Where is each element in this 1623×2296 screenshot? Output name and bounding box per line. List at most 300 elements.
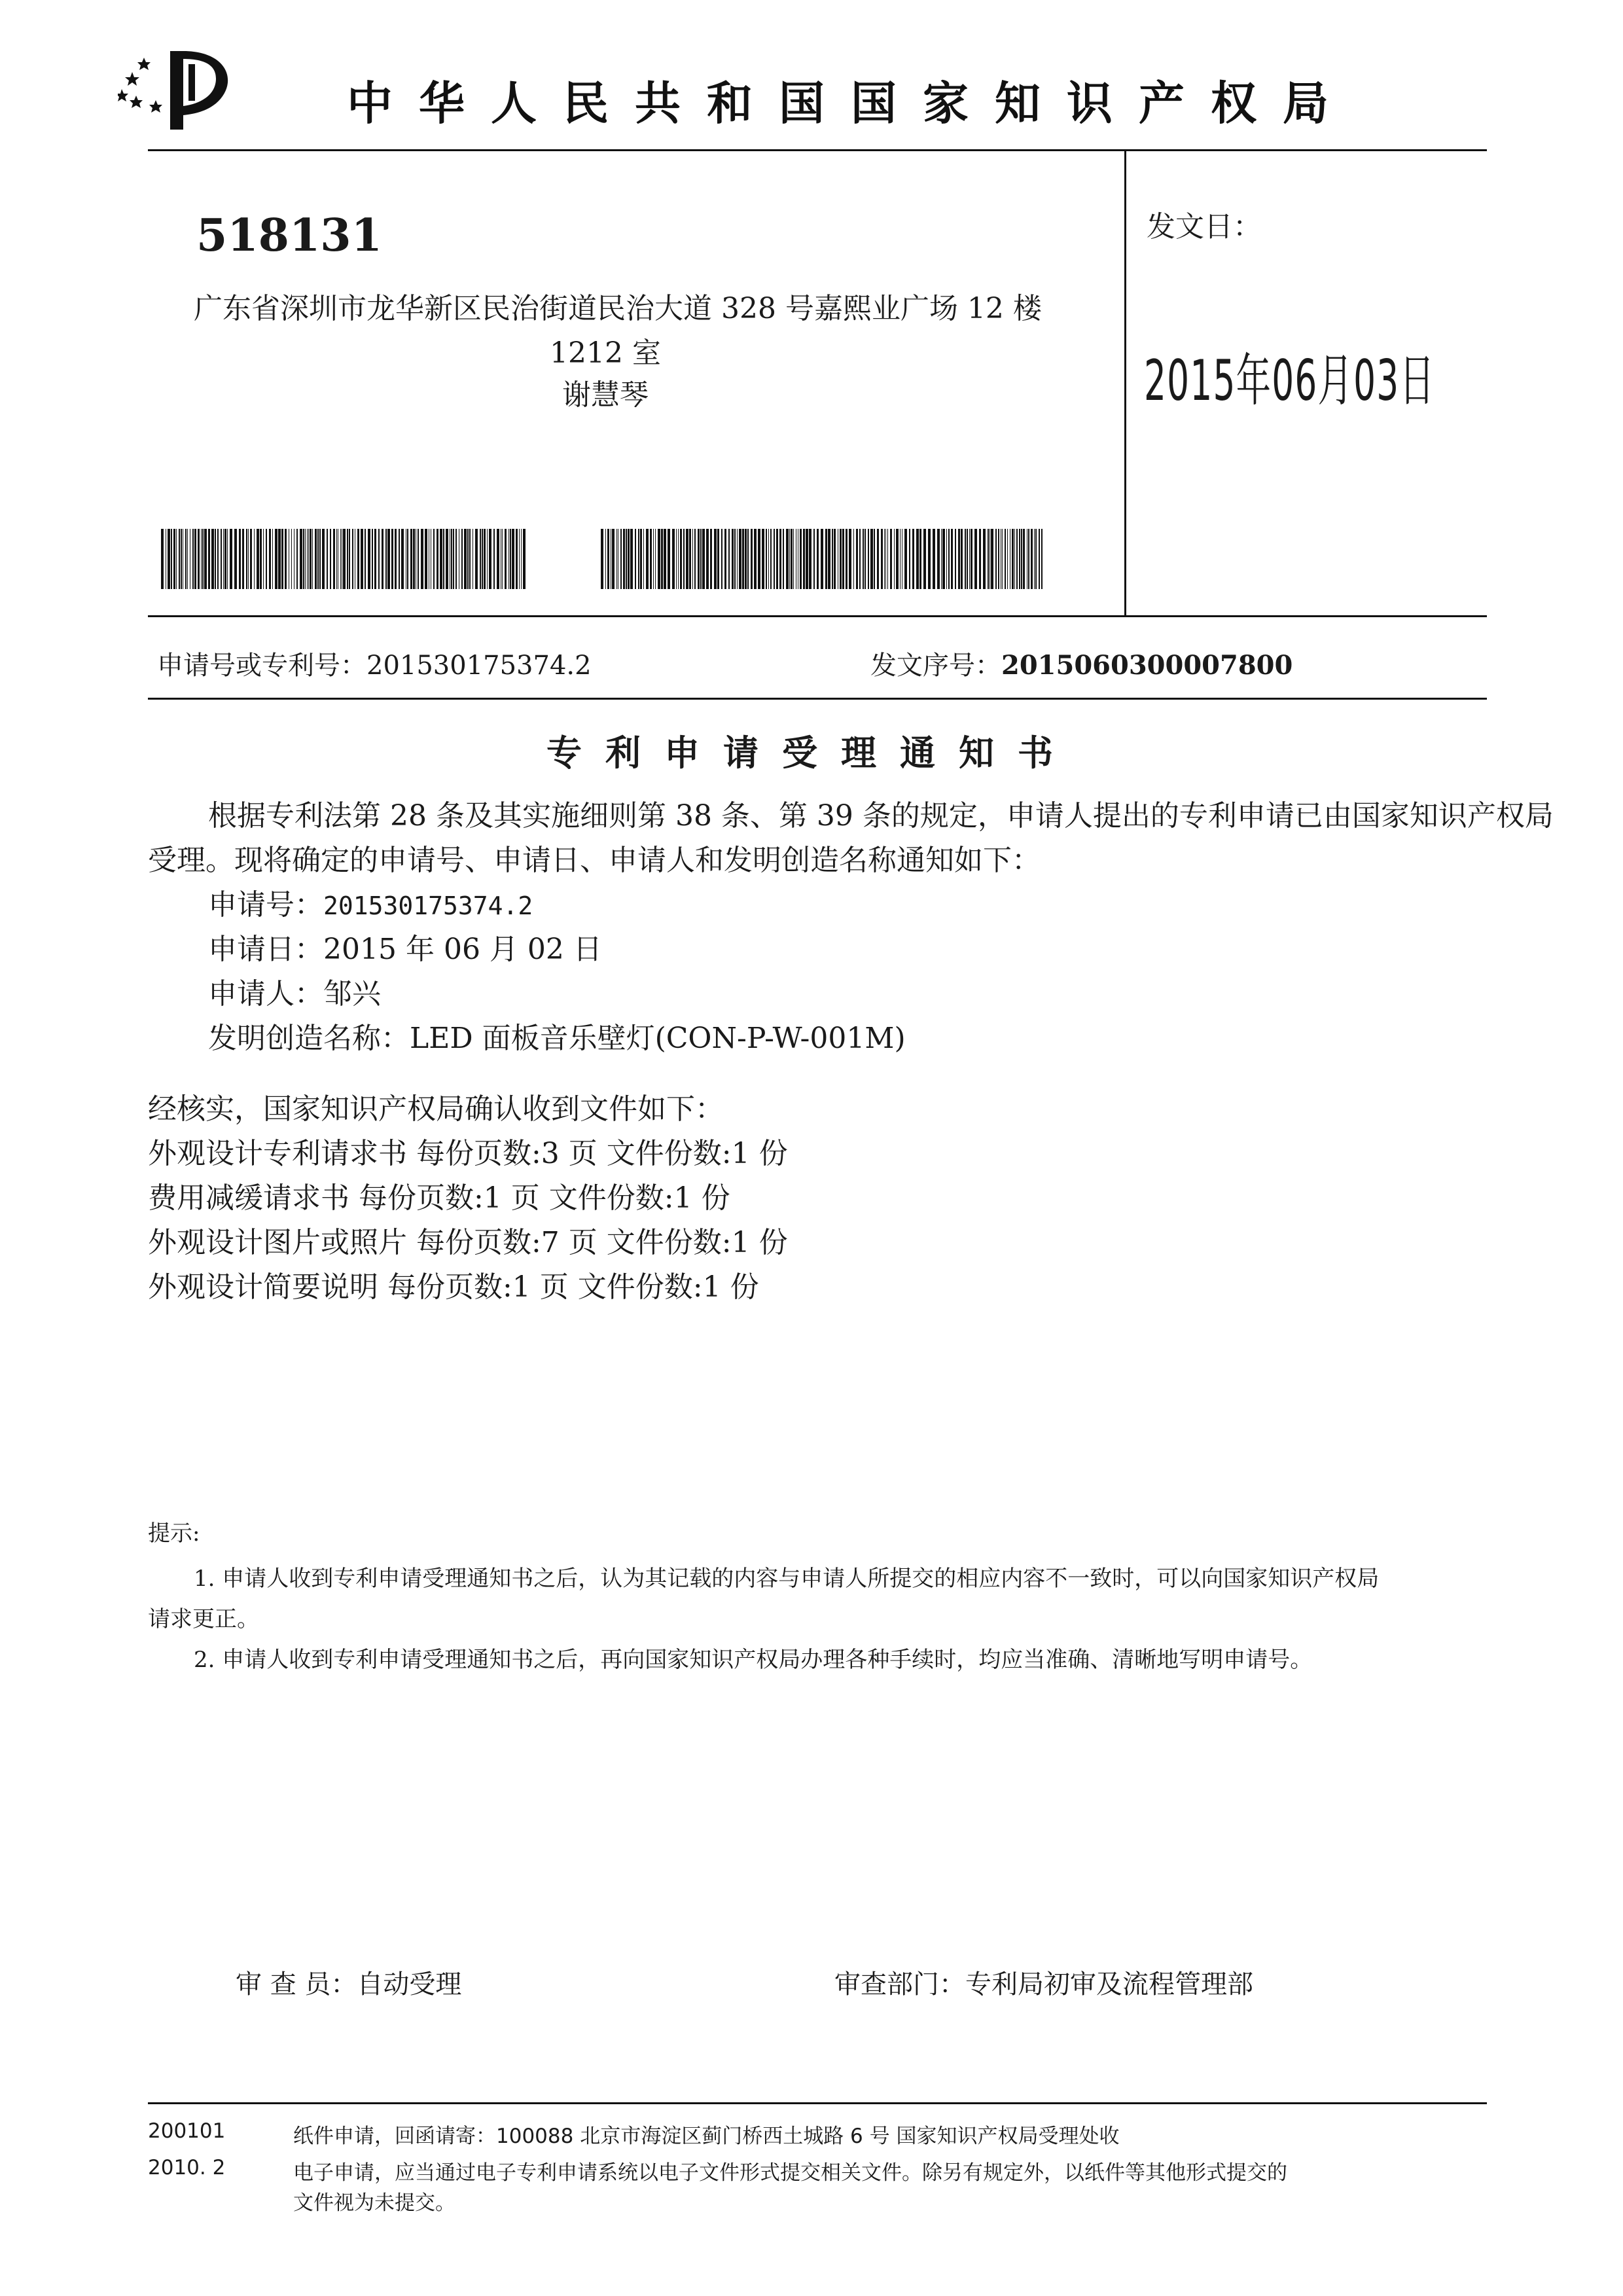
barcode-bar [870, 529, 873, 589]
barcode-bar [300, 529, 302, 589]
barcode-bar [357, 529, 359, 589]
barcode-bar [201, 529, 202, 589]
barcode-bar [865, 529, 866, 589]
barcode-bar [176, 529, 177, 589]
barcode-bar [710, 529, 712, 589]
barcode-bar [291, 529, 292, 589]
barcode-bar [800, 529, 802, 589]
barcode-bar [803, 529, 805, 589]
barcode-bar [322, 529, 325, 589]
field-label: 申请人： [208, 977, 323, 1011]
barcode-bar [480, 529, 481, 589]
barcode-bar [285, 529, 287, 589]
field-value: LED 面板音乐壁灯(CON-P-W-001M) [410, 1022, 906, 1055]
form-version: 2010. 2 [148, 2156, 226, 2179]
barcode-bar [988, 529, 989, 589]
barcode-bar [512, 529, 514, 589]
barcode-bar [239, 529, 241, 589]
barcode-bar [626, 529, 627, 589]
barcode-bar [791, 529, 793, 589]
barcode-bar [1041, 529, 1043, 589]
barcode-bar [352, 529, 353, 589]
barcode-bar [766, 529, 767, 589]
document-item: 外观设计专利请求书 每份页数:3 页 文件份数:1 份 [148, 1137, 788, 1170]
barcode-bar [751, 529, 753, 589]
barcode-bar [246, 529, 247, 589]
barcode-bar [834, 529, 836, 589]
barcode-bar [969, 529, 970, 589]
barcode-bar [965, 529, 966, 589]
footer-electronic-filing-note-cont: 文件视为未提交。 [293, 2191, 455, 2215]
barcode-bar [330, 529, 331, 589]
barcode-bar [849, 529, 851, 589]
barcode-bar [951, 529, 953, 589]
barcode-bar [173, 529, 175, 589]
barcode-bar [737, 529, 738, 589]
dispatch-serial-label: 发文序号： [870, 651, 1001, 681]
barcode-bar [680, 529, 682, 589]
field-filing-date [208, 925, 602, 967]
barcode-bar [948, 529, 950, 589]
barcode-bar [842, 529, 844, 589]
barcode-bar [1016, 529, 1018, 589]
barcode-bar [446, 529, 448, 589]
barcode-bar [223, 529, 224, 589]
barcode-bar [714, 529, 717, 589]
barcode-bar [308, 529, 309, 589]
barcode-bar [336, 529, 337, 589]
field-application-number [208, 881, 533, 923]
barcode-bar [779, 529, 781, 589]
barcode-right [601, 529, 1043, 589]
barcode-bar [395, 529, 397, 589]
barcode-bar [440, 529, 442, 589]
field-value: 邹兴 [323, 977, 381, 1011]
recipient-name: 谢慧琴 [562, 378, 649, 412]
tip-1-line-1: 1. 申请人收到专利申请受理通知书之后，认为其记载的内容与申请人所提交的相应内容不一致时，可以向国家知识产权局 [194, 1566, 1380, 1592]
barcode-bar [278, 529, 281, 589]
footer-rule [148, 2102, 1487, 2104]
barcode-bar [401, 529, 404, 589]
barcode-bar [646, 529, 649, 589]
barcode-bar [946, 529, 947, 589]
dispatch-date-value: 2015年06月03日 [1144, 348, 1435, 414]
barcode-bar [340, 529, 341, 589]
barcode-bar [724, 529, 726, 589]
barcode-bar [653, 529, 654, 589]
barcode-bar [933, 529, 935, 589]
barcode-bar [194, 529, 196, 589]
barcode-bar [630, 529, 633, 589]
barcode-bar [937, 529, 940, 589]
barcode-bar [347, 529, 348, 589]
barcode-bar [443, 529, 444, 589]
barcode-bar [257, 529, 259, 589]
barcode-bar [221, 529, 222, 589]
barcode-bar [493, 529, 495, 589]
barcode-bar [961, 529, 963, 589]
barcode-bar [859, 529, 861, 589]
barcode-bar [623, 529, 625, 589]
barcode-bar [770, 529, 772, 589]
barcode-bar [215, 529, 216, 589]
barcode-bar [650, 529, 652, 589]
barcode-bar [706, 529, 709, 589]
barcode-bar [482, 529, 483, 589]
field-applicant [208, 970, 381, 1012]
barcode-bar [455, 529, 457, 589]
barcode-bar [832, 529, 833, 589]
barcode-bar [171, 529, 172, 589]
document-item: 外观设计图片或照片 每份页数:7 页 文件份数:1 份 [148, 1226, 788, 1259]
barcode-bar [250, 529, 252, 589]
barcode-bar [365, 529, 366, 589]
sipo-logo [118, 38, 249, 136]
examining-department: 审查部门：专利局初审及流程管理部 [834, 1969, 1253, 2000]
barcode-bar [204, 529, 207, 589]
barcode-bar [983, 529, 986, 589]
barcode-bar [413, 529, 415, 589]
barcode-bar [638, 529, 639, 589]
barcode-bar [909, 529, 910, 589]
barcode-bar [919, 529, 921, 589]
barcode-bar [475, 529, 478, 589]
barcode-bar [885, 529, 886, 589]
barcode-bar [453, 529, 454, 589]
barcode-bar [372, 529, 373, 589]
barcode-bar [620, 529, 622, 589]
header-divider [148, 149, 1487, 151]
tips-heading: 提示: [148, 1520, 200, 1547]
tip-2: 2. 申请人收到专利申请受理通知书之后，再向国家知识产权局办理各种手续时，均应当准确、清晰地写明申请号。 [194, 1647, 1313, 1673]
barcode-bar [881, 529, 883, 589]
barcode-bar [242, 529, 244, 589]
barcode-bar [387, 529, 390, 589]
barcode-bar [211, 529, 214, 589]
barcode-bar [508, 529, 509, 589]
barcode-bar [1031, 529, 1033, 589]
barcode-bar [198, 529, 200, 589]
barcode-bar [683, 529, 685, 589]
barcode-bar [1023, 529, 1025, 589]
barcode-bar [702, 529, 705, 589]
address-line-1: 广东省深圳市龙华新区民治街道民治大道 328 号嘉熙业广场 12 楼 [194, 292, 1042, 325]
barcode-bar [202, 529, 204, 589]
barcode-bar [310, 529, 312, 589]
barcode-bar [315, 529, 317, 589]
barcode-bar [307, 529, 308, 589]
barcode-bar [678, 529, 679, 589]
barcode-bar [296, 529, 298, 589]
barcode-bar [884, 529, 885, 589]
barcode-bar [502, 529, 503, 589]
barcode-bar [974, 529, 977, 589]
barcode-bar [628, 529, 630, 589]
barcode-bar [742, 529, 744, 589]
barcode-bar [941, 529, 942, 589]
barcode-bar [643, 529, 644, 589]
barcode-bar [327, 529, 328, 589]
reference-bottom-rule [148, 698, 1487, 700]
barcode-bar [698, 529, 700, 589]
barcode-bar [266, 529, 267, 589]
barcode-bar [451, 529, 452, 589]
barcode-bar [868, 529, 869, 589]
barcode-bar [616, 529, 617, 589]
barcode-bar [497, 529, 499, 589]
barcode-bar [319, 529, 321, 589]
barcode-bar [161, 529, 164, 589]
barcode-bar [269, 529, 271, 589]
footer-electronic-filing-note: 电子申请，应当通过电子专利申请系统以电子文件形式提交相关文件。除另有规定外，以纸件等其他形式提交的 [293, 2161, 1287, 2185]
barcode-bar [1039, 529, 1040, 589]
barcode-bar [224, 529, 226, 589]
barcode-bar [655, 529, 656, 589]
barcode-bar [407, 529, 408, 589]
barcode-bar [732, 529, 734, 589]
barcode-bar [433, 529, 435, 589]
field-label: 申请号： [208, 888, 323, 922]
barcode-bar [739, 529, 741, 589]
barcode-bar [317, 529, 319, 589]
barcode-bar [1014, 529, 1015, 589]
field-design-title [208, 1014, 906, 1056]
barcode-bar [774, 529, 775, 589]
barcode-bar [734, 529, 736, 589]
barcode-bar [275, 529, 277, 589]
barcode-bar [487, 529, 488, 589]
notice-paragraph-line-1: 根据专利法第 28 条及其实施细则第 38 条、第 39 条的规定，申请人提出的专利申请已由国家知识产权局 [208, 799, 1554, 833]
barcode-bar [612, 529, 615, 589]
barcode-bar [489, 529, 491, 589]
barcode-bar [312, 529, 313, 589]
barcode-bar [272, 529, 273, 589]
barcode-bar [721, 529, 722, 589]
barcode-bar [635, 529, 636, 589]
barcode-bar [840, 529, 842, 589]
barcode-bar [263, 529, 264, 589]
barcode-bar [343, 529, 346, 589]
barcode-bar [1028, 529, 1029, 589]
barcode-bar [817, 529, 819, 589]
barcode-bar [281, 529, 283, 589]
barcode-bar [853, 529, 854, 589]
barcode-bar [754, 529, 757, 589]
barcode-bar [1019, 529, 1020, 589]
barcode-bar [227, 529, 228, 589]
address-line-2: 1212 室 [550, 336, 661, 370]
barcode-bar [967, 529, 968, 589]
barcode-bar [821, 529, 823, 589]
barcode-bar [664, 529, 666, 589]
barcode-bar [894, 529, 895, 589]
notice-title: 专利申请受理通知书 [546, 732, 1077, 774]
barcode-bar [368, 529, 370, 589]
barcode-bar [254, 529, 255, 589]
barcode-bar [523, 529, 526, 589]
barcode-bar [877, 529, 879, 589]
barcode-bar [700, 529, 702, 589]
barcode-bar [382, 529, 383, 589]
barcode-bar [1005, 529, 1006, 589]
barcode-bar [694, 529, 696, 589]
barcode-bar [658, 529, 660, 589]
form-code: 200101 [148, 2119, 226, 2143]
barcode-bar [745, 529, 747, 589]
barcode-bar [421, 529, 423, 589]
barcode-bar [467, 529, 469, 589]
documents-intro: 经核实，国家知识产权局确认收到文件如下： [148, 1092, 724, 1126]
barcode-bar [786, 529, 789, 589]
barcode-bar [971, 529, 972, 589]
barcode-bar [828, 529, 830, 589]
barcode-bar [998, 529, 999, 589]
dispatch-serial-value: 2015060300007800 [1001, 650, 1293, 681]
barcode-bar [916, 529, 919, 589]
barcode-bar [601, 529, 603, 589]
office-name: 中华人民共和国国家知识产权局 [347, 77, 1355, 130]
barcode-bar [887, 529, 888, 589]
barcode-bar [607, 529, 609, 589]
barcode-bar [437, 529, 438, 589]
barcode-bar [521, 529, 522, 589]
barcode-bar [374, 529, 376, 589]
barcode-bar [890, 529, 892, 589]
barcode-bar [469, 529, 471, 589]
barcode-bar [361, 529, 363, 589]
barcode-bar [863, 529, 864, 589]
barcode-bar [425, 529, 427, 589]
barcode-bar [747, 529, 749, 589]
barcode-bar [410, 529, 412, 589]
examiner: 审 查 员：自动受理 [236, 1969, 462, 2000]
barcode-bar [793, 529, 794, 589]
barcode-bar [717, 529, 719, 589]
barcode-bar [418, 529, 419, 589]
notice-paragraph-line-2: 受理。现将确定的申请号、申请日、申请人和发明创造名称通知如下： [148, 844, 1041, 877]
barcode-bar [349, 529, 350, 589]
barcode-bar [692, 529, 693, 589]
barcode-bar [333, 529, 335, 589]
barcode-bar [464, 529, 467, 589]
footer-paper-filing-note: 纸件申请，回函请寄：100088 北京市海淀区蓟门桥西土城路 6 号 国家知识产权局受理处收 [293, 2125, 1120, 2148]
barcode-bar [955, 529, 956, 589]
barcode-bar [762, 529, 764, 589]
barcode-bar [874, 529, 875, 589]
document-item: 外观设计简要说明 每份页数:1 页 文件份数:1 份 [148, 1270, 759, 1304]
barcode-bar [783, 529, 784, 589]
barcode-bar [896, 529, 899, 589]
dispatch-date-label: 发文日： [1147, 210, 1262, 243]
document-item: 费用减缓请求书 每份页数:1 页 文件份数:1 份 [148, 1181, 730, 1215]
field-value: 201530175374.2 [323, 891, 533, 920]
barcode-bar [217, 529, 219, 589]
barcode-bar [640, 529, 642, 589]
barcode-bar [776, 529, 778, 589]
barcode-bar [942, 529, 945, 589]
barcode-bar [510, 529, 511, 589]
barcode-bar [668, 529, 670, 589]
barcode-bar [1002, 529, 1003, 589]
barcode-bar [1012, 529, 1014, 589]
barcode-bar [230, 529, 232, 589]
field-label: 发明创造名称： [208, 1022, 410, 1055]
barcode-bar [234, 529, 237, 589]
barcode-bar [208, 529, 210, 589]
barcode-bar [979, 529, 981, 589]
barcode-bar [806, 529, 808, 589]
field-label: 申请日： [208, 933, 323, 966]
barcode-bar [789, 529, 790, 589]
barcode-bar [1034, 529, 1035, 589]
barcode-bar [958, 529, 960, 589]
barcode-bar [484, 529, 486, 589]
barcode-bar [813, 529, 815, 589]
barcode-bar [248, 529, 249, 589]
barcode-bar [192, 529, 194, 589]
barcode-bar [519, 529, 520, 589]
barcode-bar [181, 529, 182, 589]
address-block-bottom-rule [148, 615, 1487, 617]
postal-code: 518131 [196, 209, 382, 262]
tip-1-line-2: 请求更正。 [148, 1606, 259, 1632]
barcode-bar [185, 529, 187, 589]
barcode-bar [391, 529, 393, 589]
barcode-bar [399, 529, 400, 589]
barcode-bar [728, 529, 730, 589]
barcode-bar [385, 529, 387, 589]
barcode-bar [995, 529, 997, 589]
barcode-bar [846, 529, 847, 589]
barcode-bar [856, 529, 858, 589]
barcode-bar [260, 529, 262, 589]
barcode-bar [825, 529, 827, 589]
application-number-line [157, 645, 592, 682]
barcode-bar [768, 529, 769, 589]
barcode-bar [1035, 529, 1037, 589]
barcode-bar [168, 529, 170, 589]
barcode-bar [758, 529, 760, 589]
application-number-value: 201530175374.2 [366, 651, 592, 681]
barcode-bar [676, 529, 677, 589]
barcode-bar [605, 529, 606, 589]
dispatch-serial-line [870, 645, 1293, 682]
barcode-bar [187, 529, 188, 589]
barcode-bar [378, 529, 380, 589]
barcode-bar [672, 529, 675, 589]
barcode-bar [900, 529, 901, 589]
application-number-label: 申请号或专利号： [157, 651, 366, 681]
barcode-bar [303, 529, 304, 589]
barcode-bar [179, 529, 180, 589]
barcode-bar [1007, 529, 1008, 589]
barcode-bar [912, 529, 914, 589]
barcode-bar [1021, 529, 1022, 589]
barcode-bar [991, 529, 993, 589]
barcode-bar [661, 529, 663, 589]
barcode-bar [461, 529, 463, 589]
barcode-bar [686, 529, 688, 589]
barcode-bar [689, 529, 691, 589]
barcode-bar [305, 529, 306, 589]
barcode-bar [923, 529, 926, 589]
barcode-bar [505, 529, 507, 589]
barcode-bar [809, 529, 812, 589]
barcode-bar [904, 529, 907, 589]
barcode-bar [516, 529, 518, 589]
barcode-bar [928, 529, 931, 589]
field-value: 2015 年 06 月 02 日 [323, 933, 602, 966]
